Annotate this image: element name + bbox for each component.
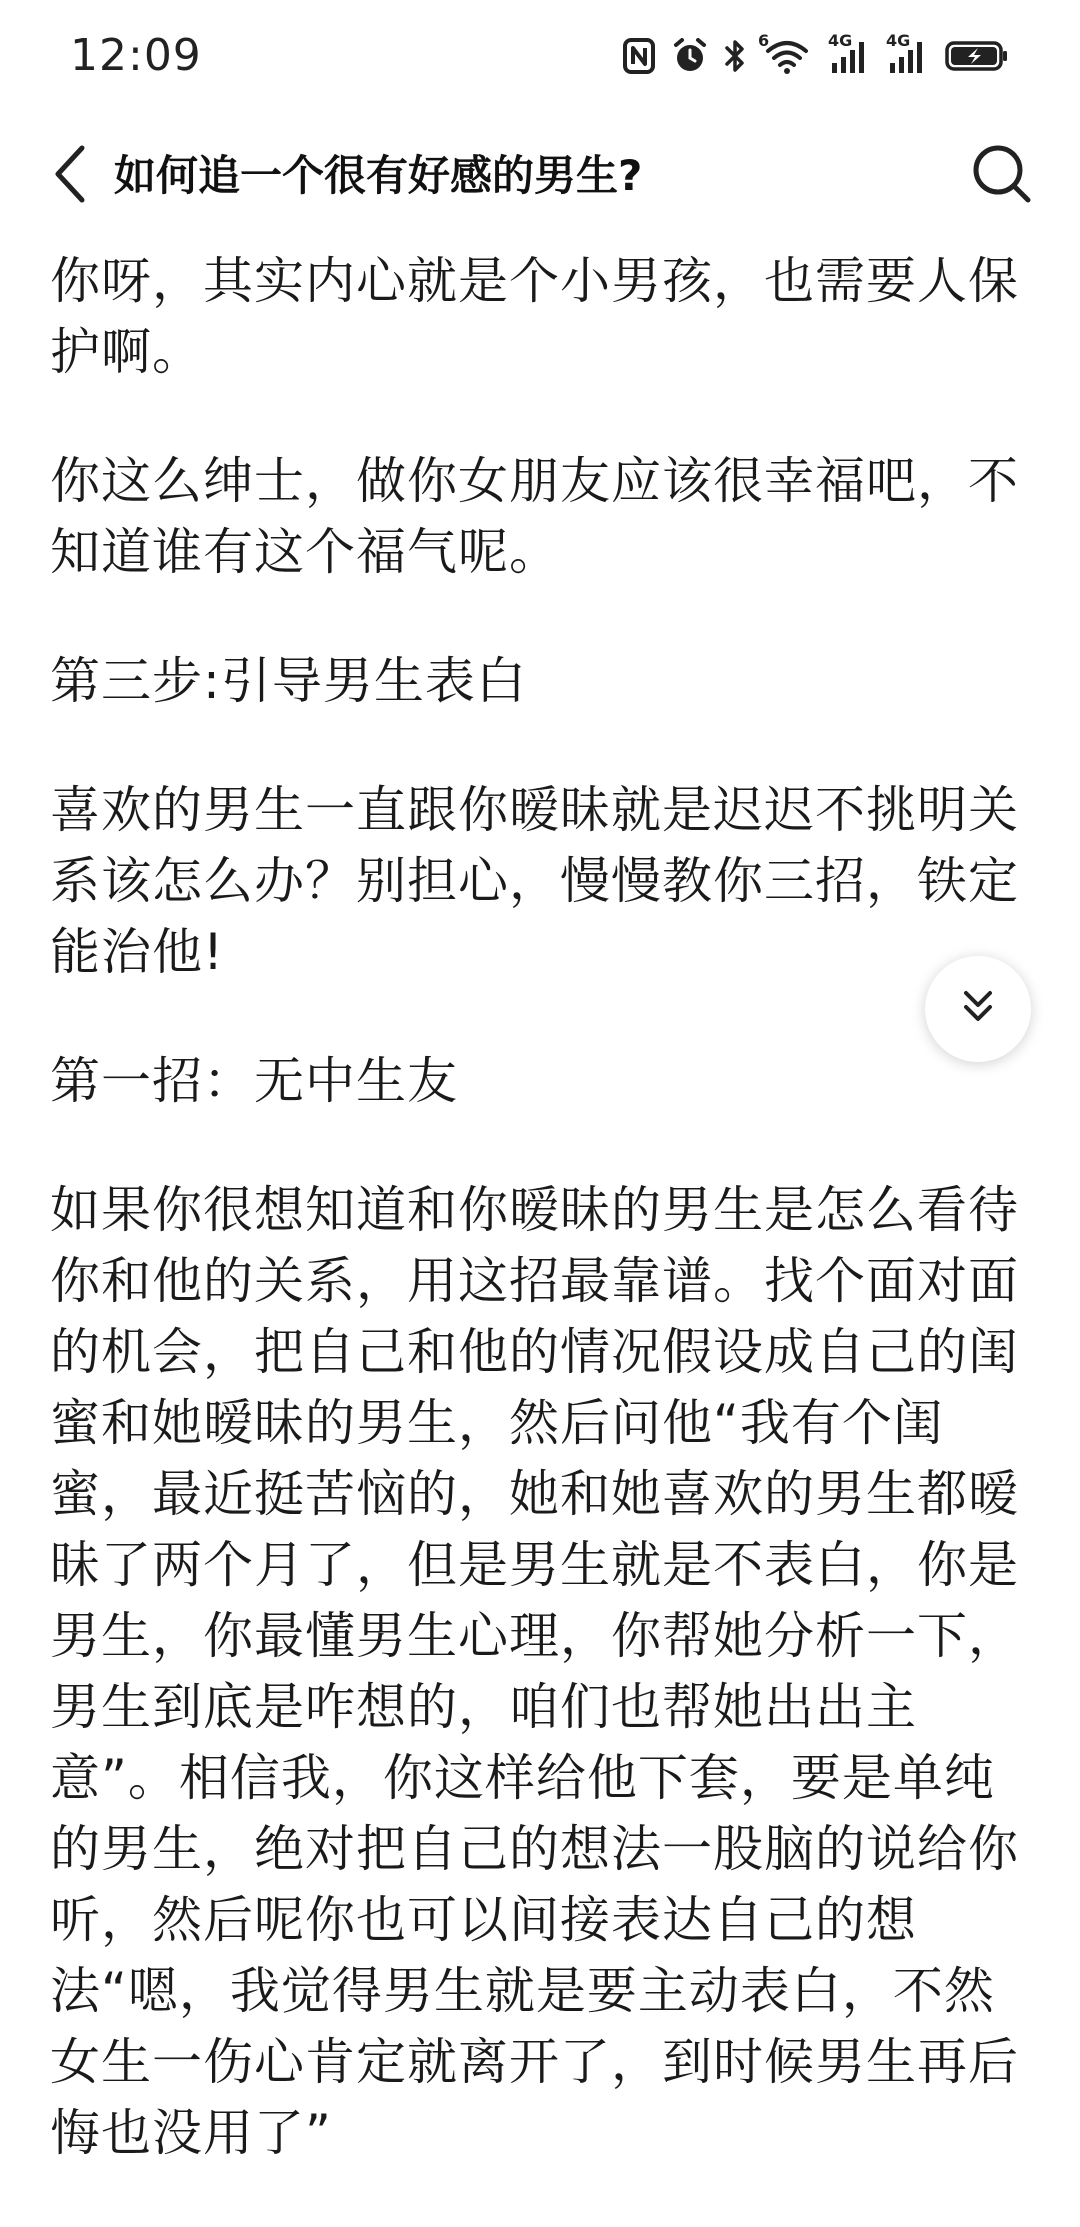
status-bar xyxy=(0,0,1080,112)
bluetooth-icon xyxy=(724,37,746,75)
wifi-6-icon xyxy=(758,31,812,75)
wifi-badge: 6 xyxy=(758,31,770,50)
article-section-heading: 第一招：无中生友 xyxy=(50,1052,458,1110)
article-paragraph: 喜欢的男生一直跟你暧昧就是迟迟不挑明关系该怎么办？别担心，慢慢教你三招，铁定能治他! xyxy=(50,781,1019,981)
article-paragraph: 如果你很想知道和你暧昧的男生是怎么看待你和他的关系，用这招最靠谱。找个面对面的机会，把自己和他的情况假设成自己的闺蜜和她暧昧的男生，然后问他“我有个闺蜜，最近挺苦恼的，她和她喜欢的男生都暧昧了两个月了，但是男生就是不表白，你是男生，你最懂男生心理，你帮她分析一下，男生到底是咋想的，咱们也帮她出出主意”。相信我，你这样给他下套，要是单纯的男生，绝对把自己的想法一股脑的说给你听，然后呢你也可以间接表达自己的想法“嗯，我觉得男生就是要主动表白，不然女生一伤心肯定就离开了，到时候男生再后悔也没用了” xyxy=(50,1181,1019,2162)
chevron-left-icon xyxy=(50,144,90,208)
status-time: 12:09 xyxy=(70,30,202,81)
article-paragraph: 你这么绅士，做你女朋友应该很幸福吧，不知道谁有这个福气呢。 xyxy=(50,452,1019,581)
status-icons xyxy=(622,31,1010,78)
top-bar xyxy=(0,132,1080,220)
article-body xyxy=(50,246,1030,2227)
battery-charging-icon xyxy=(944,37,1010,75)
article-paragraph: 你呀，其实内心就是个小男孩，也需要人保护啊。 xyxy=(50,252,1019,381)
back-button[interactable] xyxy=(40,142,100,210)
nfc-icon xyxy=(622,37,656,75)
scroll-down-button[interactable] xyxy=(925,956,1031,1062)
search-icon xyxy=(971,143,1033,209)
signal-4g-icon xyxy=(828,31,870,75)
signal-4g-icon xyxy=(886,31,928,75)
network-label: 4G xyxy=(886,31,911,50)
search-button[interactable] xyxy=(966,140,1038,212)
article-section-heading: 第三步:引导男生表白 xyxy=(50,652,527,710)
alarm-icon xyxy=(672,37,708,75)
page-title: 如何追一个很有好感的男生? xyxy=(114,151,643,200)
network-label: 4G xyxy=(828,31,853,50)
double-chevron-down-icon xyxy=(958,987,998,1031)
